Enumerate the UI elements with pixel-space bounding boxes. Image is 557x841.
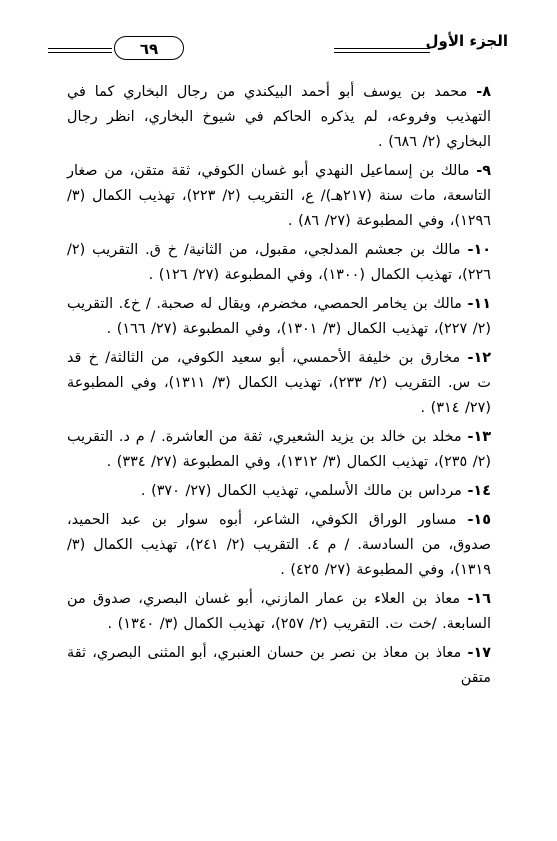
biography-entry (67, 80, 491, 155)
entry-text: مالك بن يخامر الحمصي، مخضرم، ويقال له صحبة. / خ٤. التقريب (٢/ ٢٢٧)، تهذيب الكمال (٣/ ١٣٠١)، وفي المطبوعة (٢٧/ ١٦٦) . (67, 296, 491, 337)
header-rule (48, 52, 112, 53)
running-header (48, 26, 508, 62)
biography-entry (67, 238, 491, 288)
biography-entry (67, 587, 491, 637)
header-rule (334, 52, 430, 53)
entry-number: ٨- (476, 84, 491, 100)
biography-entry (67, 346, 491, 421)
entry-number: ١٥- (467, 512, 491, 528)
entry-number: ١٧- (467, 645, 492, 661)
entry-number: ١٤- (467, 483, 491, 499)
page-number: ٦٩ (114, 36, 184, 60)
entry-number: ١٢- (467, 350, 492, 366)
entry-text: مساور الوراق الكوفي، الشاعر، أبوه سوار بن عبد الحميد، صدوق، من السادسة. / م ٤. التقريب (٢/ ٢٤١)، تهذيب الكمال (٣/ ١٣١٩)، وفي المطبوعة (٢٧/ ٤٢٥) . (67, 512, 492, 578)
header-rule (334, 48, 430, 49)
entry-text: محمد بن يوسف أبو أحمد البيكندي من رجال البخاري كما في التهذيب وفروعه، لم يذكره الحاكم في شيوخ البخاري، انظر رجال البخاري (٢/ ٦٨٦) . (67, 84, 491, 150)
entry-text: مرداس بن مالك الأسلمي، تهذيب الكمال (٢٧/ ٣٧٠) . (140, 483, 462, 499)
biography-entry (67, 479, 491, 504)
biography-entry (67, 508, 491, 583)
entry-number: ١٠- (467, 242, 492, 258)
entry-text: مخلد بن خالد بن يزيد الشعيري، ثقة من العاشرة. / م د. التقريب (٢/ ٢٣٥)، تهذيب الكمال (٣/ ١٣١٢)، وفي المطبوعة (٢٧/ ٣٣٤) . (67, 429, 491, 470)
volume-title: الجزء الأول (425, 32, 508, 50)
entry-number: ١١- (467, 296, 491, 312)
entry-number: ١٣- (467, 429, 492, 445)
entry-number: ٩- (476, 163, 492, 179)
biography-entry (67, 641, 491, 691)
entry-text: مالك بن إسماعيل النهدي أبو غسان الكوفي، ثقة متقن، من صغار التاسعة، مات سنة (٢١٧هـ)/ ع، التقريب (٢/ ٢٢٣)، تهذيب الكمال (٣/ ١٢٩٦)، وفي المطبوعة (٢٧/ ٨٦) . (67, 163, 491, 229)
biography-entry (67, 292, 491, 342)
entry-text: مخارق بن خليفة الأحمسي، أبو سعيد الكوفي، من الثالثة/ خ قد ت س. التقريب (٢/ ٢٣٣)، تهذيب الكمال (٣/ ١٣١١)، وفي المطبوعة (٢٧/ ٣١٤) . (67, 350, 491, 416)
entry-text: معاذ بن معاذ بن نصر بن حسان العنبري، أبو المثنى البصري، ثقة متقن (67, 645, 491, 686)
entry-number: ١٦- (467, 591, 491, 607)
entry-text: معاذ بن العلاء بن عمار المازني، أبو غسان البصري، صدوق من السابعة. /خت ت. التقريب (٢/ ٢٥٧)، تهذيب الكمال (٣/ ١٣٤٠) . (67, 591, 491, 632)
entry-text: مالك بن جعشم المدلجي، مقبول، من الثانية/ خ ق. التقريب (٢/ ٢٢٦)، تهذيب الكمال (١٣٠٠)، وفي المطبوعة (٢٧/ ١٢٦) . (67, 242, 491, 283)
biography-entry (67, 159, 491, 234)
biography-list (67, 80, 491, 695)
header-rule (48, 48, 112, 49)
biography-entry (67, 425, 491, 475)
